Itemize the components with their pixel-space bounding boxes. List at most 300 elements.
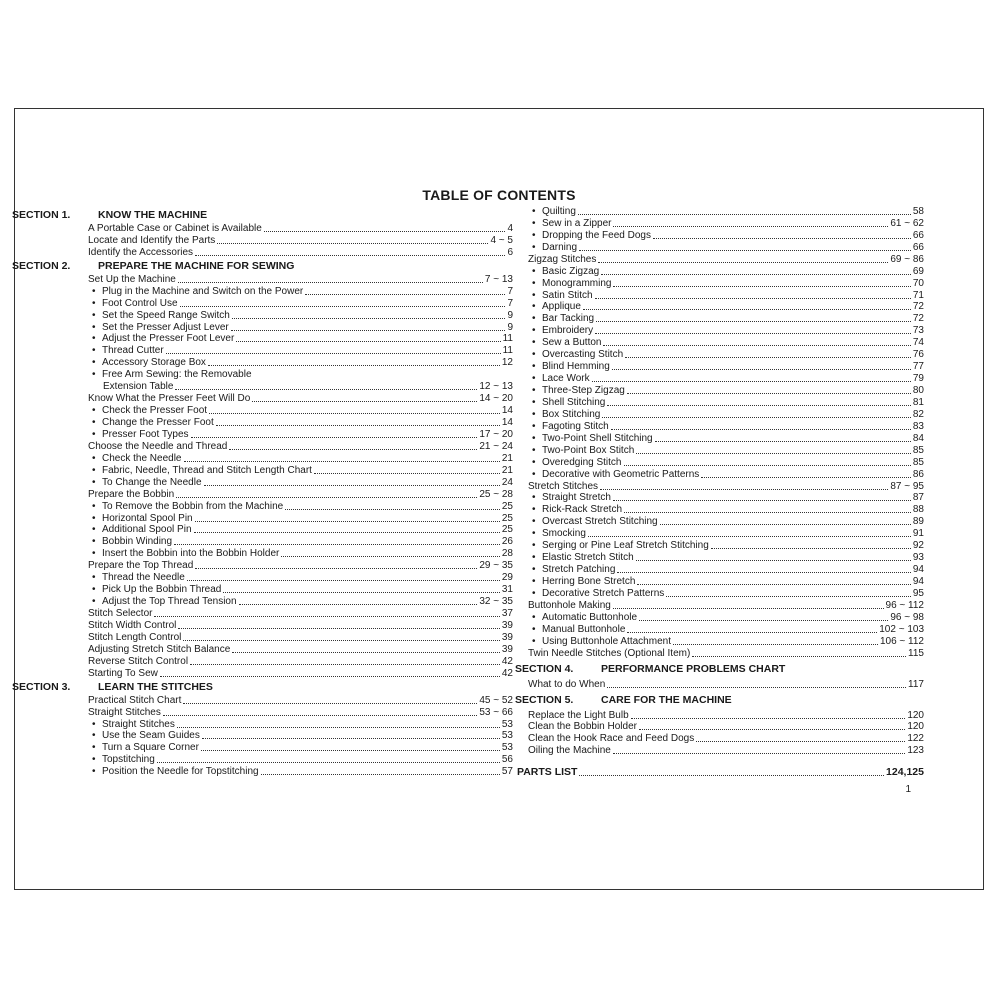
toc-entry-page: 92 — [912, 540, 924, 552]
toc-entry — [86, 608, 513, 620]
toc-entry-page: 31 — [501, 584, 513, 596]
section-name: KNOW THE MACHINE — [98, 209, 208, 221]
toc-entry — [86, 405, 513, 417]
dot-leader — [236, 340, 500, 342]
toc-entry-text: • Thread Cutter — [86, 345, 164, 357]
dot-leader — [613, 499, 911, 501]
section-heading — [12, 259, 513, 274]
toc-entry-page: 42 — [501, 667, 513, 679]
toc-entry-text: • Overcasting Stitch — [526, 349, 623, 361]
dot-leader — [583, 308, 911, 310]
dot-leader — [314, 472, 500, 474]
toc-entry-page: 70 — [912, 277, 924, 289]
toc-entry-page: 83 — [912, 420, 924, 432]
section-name: PREPARE THE MACHINE FOR SEWING — [98, 259, 295, 272]
toc-entry — [86, 453, 513, 465]
dot-leader — [160, 675, 500, 677]
toc-entry — [526, 469, 924, 481]
toc-entry — [526, 516, 924, 528]
toc-entry — [526, 254, 924, 266]
toc-entry-text: • Straight Stretch — [526, 492, 611, 504]
dot-leader — [701, 476, 911, 478]
toc-entry-text: Prepare the Bobbin — [88, 488, 175, 500]
dot-leader — [195, 520, 500, 522]
toc-entry-text: • Set the Presser Adjust Lever — [86, 322, 229, 334]
toc-entry — [86, 754, 513, 766]
toc-entry — [526, 445, 924, 457]
dot-leader — [217, 242, 488, 244]
toc-entry-text: Locate and Identify the Parts — [88, 234, 216, 246]
dot-leader — [598, 261, 888, 263]
toc-entry-page: 4 — [507, 222, 513, 234]
toc-entry-text: • Herring Bone Stretch — [526, 576, 635, 588]
toc-entry — [86, 632, 513, 644]
dot-leader — [692, 655, 906, 657]
toc-entry-page: 94 — [912, 576, 924, 588]
toc-entry — [526, 433, 924, 445]
toc-entry-text: • Horizontal Spool Pin — [86, 513, 193, 525]
section-name: PERFORMANCE PROBLEMS CHART — [601, 662, 786, 675]
toc-entry — [526, 679, 924, 691]
toc-entry — [526, 552, 924, 564]
toc-entry — [86, 393, 513, 405]
spacer — [526, 757, 924, 767]
toc-entry-text: Zigzag Stitches — [528, 253, 597, 265]
toc-entry — [86, 381, 513, 393]
toc-entry-text: • Two-Point Box Stitch — [526, 445, 634, 457]
toc-entry-text: • Insert the Bobbin into the Bobbin Holder — [86, 548, 279, 560]
toc-entry — [86, 644, 513, 656]
dot-leader — [613, 752, 905, 754]
section-number: SECTION 1. — [12, 209, 71, 221]
dot-leader — [157, 761, 500, 763]
dot-leader — [673, 643, 878, 645]
toc-entry — [86, 357, 513, 369]
dot-leader — [208, 364, 500, 366]
toc-entry-text: • Box Stitching — [526, 409, 600, 421]
dot-leader — [592, 380, 911, 382]
toc-entry-page: 95 — [912, 587, 924, 599]
toc-entry-text: • Basic Zigzag — [526, 266, 599, 278]
dot-leader — [191, 436, 478, 438]
toc-entry-text: • Applique — [526, 301, 581, 313]
toc-entry — [526, 218, 924, 230]
toc-entry-page: 39 — [501, 643, 513, 655]
toc-entry — [526, 576, 924, 588]
toc-entry-text: • Automatic Buttonhole — [526, 612, 637, 624]
dot-leader — [187, 579, 500, 581]
toc-entry-page: 56 — [501, 754, 513, 766]
toc-entry-text: What to do When — [528, 678, 606, 690]
dot-leader — [627, 631, 877, 633]
dot-leader — [190, 663, 500, 665]
section-entries — [526, 206, 924, 660]
toc-entry-page: 25 — [501, 524, 513, 536]
toc-entry — [526, 397, 924, 409]
toc-entry-text: PARTS LIST — [517, 766, 578, 779]
dot-leader — [578, 213, 911, 215]
section-number: SECTION 4. — [515, 662, 574, 675]
toc-entry-page: 76 — [912, 349, 924, 361]
dot-leader — [596, 320, 911, 322]
dot-leader — [305, 293, 505, 295]
toc-entry-page: 39 — [501, 631, 513, 643]
dot-leader — [178, 281, 483, 283]
toc-entry-text: Buttonhole Making — [528, 599, 611, 611]
toc-entry-page: 85 — [912, 444, 924, 456]
toc-entry-page: 57 — [501, 766, 513, 778]
toc-entry-page: 86 — [912, 468, 924, 480]
toc-entry — [526, 588, 924, 600]
section-number: SECTION 3. — [12, 680, 71, 693]
dot-leader — [195, 567, 477, 569]
dot-leader — [595, 332, 911, 334]
dot-leader — [216, 424, 500, 426]
dot-leader — [624, 511, 911, 513]
toc-entry-text: • Bobbin Winding — [86, 536, 172, 548]
toc-entry-page: 106 ~ 112 — [879, 635, 924, 647]
toc-entry-text: • Embroidery — [526, 325, 593, 337]
dot-leader — [174, 543, 500, 545]
toc-entry-text: Adjusting Stretch Stitch Balance — [88, 643, 231, 655]
toc-entry-page: 7 — [507, 285, 513, 297]
toc-entry-text: • Quilting — [526, 206, 576, 218]
toc-entry — [526, 624, 924, 636]
toc-entry-text: • Sew a Button — [526, 337, 601, 349]
toc-entry — [526, 337, 924, 349]
toc-entry — [526, 242, 924, 254]
toc-entry-page: 45 ~ 52 — [479, 694, 513, 706]
toc-entry-page: 42 — [501, 655, 513, 667]
dot-leader — [194, 531, 500, 533]
toc-entry-text: Starting To Sew — [88, 667, 158, 679]
toc-entry-text: • Elastic Stretch Stitch — [526, 552, 634, 564]
toc-entry-text: Identify the Accessories — [88, 246, 194, 258]
dot-leader — [625, 356, 911, 358]
toc-entry-text: Practical Stitch Chart — [88, 694, 182, 706]
dot-leader — [696, 740, 905, 742]
toc-entry — [526, 421, 924, 433]
toc-entry-page: 14 — [501, 417, 513, 429]
dot-leader — [154, 615, 499, 617]
toc-entry-text: • Monogramming — [526, 278, 611, 290]
toc-entry — [526, 722, 924, 734]
toc-entry — [526, 648, 924, 660]
toc-entry — [526, 290, 924, 302]
toc-entry-text: Prepare the Top Thread — [88, 560, 194, 572]
toc-entry-text: • Plug in the Machine and Switch on the Power — [86, 286, 303, 298]
section-name: LEARN THE STITCHES — [98, 680, 213, 693]
dot-leader — [602, 416, 911, 418]
toc-entry — [86, 766, 513, 778]
toc-entry-page: 25 — [501, 500, 513, 512]
toc-entry — [86, 334, 513, 346]
toc-entry-text: Stitch Selector — [88, 608, 153, 620]
toc-entry-text: Replace the Light Bulb — [528, 709, 629, 721]
dot-leader — [639, 619, 888, 621]
toc-entry — [526, 206, 924, 218]
dot-leader — [229, 448, 477, 450]
toc-entry — [86, 247, 513, 259]
toc-entry-text: Stretch Stitches — [528, 480, 599, 492]
toc-entry-text: • To Change the Needle — [86, 477, 202, 489]
dot-leader — [285, 508, 500, 510]
toc-entry — [526, 361, 924, 373]
toc-entry-text: Reverse Stitch Control — [88, 655, 189, 667]
toc-entry — [86, 286, 513, 298]
toc-entry-page: 53 — [501, 718, 513, 730]
toc-entry-page: 84 — [912, 432, 924, 444]
dot-leader — [177, 726, 500, 728]
toc-entry-text: • Serging or Pine Leaf Stretch Stitching — [526, 540, 709, 552]
toc-entry-page: 12 — [501, 357, 513, 369]
toc-entry-page: 14 — [501, 405, 513, 417]
toc-entry-page: 4 ~ 5 — [490, 234, 513, 246]
toc-entry-page: 6 — [507, 246, 513, 258]
dot-leader — [264, 230, 506, 232]
toc-entry-text: • Satin Stitch — [526, 290, 593, 302]
section-name: CARE FOR THE MACHINE — [601, 693, 732, 706]
dot-leader — [195, 254, 505, 256]
toc-entry-page: 26 — [501, 536, 513, 548]
toc-entry-page: 87 ~ 95 — [890, 480, 924, 492]
toc-entry-text: Extension Table — [103, 381, 174, 393]
toc-entry — [526, 745, 924, 757]
toc-entry — [86, 501, 513, 513]
toc-entry-page: 21 ~ 24 — [479, 440, 513, 452]
toc-entry — [86, 513, 513, 525]
toc-entry — [86, 620, 513, 632]
toc-entry-page: 17 ~ 20 — [479, 428, 513, 440]
toc-entry-text: • Set the Speed Range Switch — [86, 310, 230, 322]
toc-entry — [86, 441, 513, 453]
toc-entry-page: 123 — [907, 745, 924, 757]
dot-leader — [627, 392, 911, 394]
toc-entry — [86, 525, 513, 537]
toc-entry-page: 71 — [912, 289, 924, 301]
document-page — [14, 108, 984, 890]
dot-leader — [178, 627, 500, 629]
toc-entry-page: 96 ~ 112 — [885, 599, 924, 611]
dot-leader — [204, 484, 500, 486]
toc-entry-text: • Smocking — [526, 528, 586, 540]
toc-entry-page: 32 ~ 35 — [479, 596, 513, 608]
toc-entry — [526, 385, 924, 397]
toc-entry-page: 81 — [912, 396, 924, 408]
toc-entry-text: • Manual Buttonhole — [526, 624, 625, 636]
toc-entry-page: 66 — [912, 229, 924, 241]
toc-entry-page: 14 ~ 20 — [479, 393, 513, 405]
toc-entry-text: • Decorative with Geometric Patterns — [526, 469, 699, 481]
toc-entry — [526, 600, 924, 612]
toc-entry — [86, 742, 513, 754]
toc-entry — [86, 310, 513, 322]
toc-entry — [86, 477, 513, 489]
toc-entry-text: • Darning — [526, 242, 577, 254]
dot-leader — [617, 571, 911, 573]
toc-entry-page: 29 — [501, 572, 513, 584]
toc-entry-page: 25 — [501, 512, 513, 524]
toc-entry — [526, 349, 924, 361]
toc-entry-page: 69 ~ 86 — [890, 253, 924, 265]
toc-entry-page: 66 — [912, 241, 924, 253]
toc-entry-page: 77 — [912, 361, 924, 373]
toc-entry-text: • Pick Up the Bobbin Thread — [86, 584, 221, 596]
dot-leader — [184, 460, 500, 462]
toc-entry-text: • Dropping the Feed Dogs — [526, 230, 651, 242]
toc-entry-page: 11 — [502, 345, 513, 357]
toc-entry-page: 80 — [912, 385, 924, 397]
toc-entry-page: 91 — [912, 528, 924, 540]
toc-entry-text: Choose the Needle and Thread — [88, 440, 228, 452]
toc-entry-text: • Using Buttonhole Attachment — [526, 636, 671, 648]
toc-entry-page: 89 — [912, 516, 924, 528]
dot-leader — [239, 603, 478, 605]
dot-leader — [176, 496, 477, 498]
toc-entry-page: 58 — [912, 205, 924, 217]
toc-entry — [86, 223, 513, 235]
toc-entry-page: 21 — [501, 452, 513, 464]
toc-entry-text: • Foot Control Use — [86, 298, 178, 310]
dot-leader — [601, 273, 911, 275]
toc-entry — [86, 489, 513, 501]
toc-entry-page: 69 — [912, 265, 924, 277]
toc-entry-page: 82 — [912, 408, 924, 420]
toc-entry-text: Set Up the Machine — [88, 273, 176, 285]
toc-entry-text: • Additional Spool Pin — [86, 524, 192, 536]
section-heading — [12, 208, 513, 223]
toc-entry-text: • Check the Presser Foot — [86, 405, 207, 417]
toc-entry-text: • Thread the Needle — [86, 572, 185, 584]
toc-entry-page: 53 — [501, 730, 513, 742]
toc-entry — [86, 560, 513, 572]
dot-leader — [163, 714, 478, 716]
toc-entry — [86, 274, 513, 286]
section-entries — [86, 695, 513, 779]
toc-entry-page: 39 — [501, 619, 513, 631]
toc-entry-page: 53 ~ 66 — [479, 706, 513, 718]
section-heading — [515, 693, 924, 708]
toc-entry — [526, 457, 924, 469]
toc-entry — [526, 493, 924, 505]
toc-entry-page: 53 — [501, 742, 513, 754]
toc-entry-text: • Three-Step Zigzag — [526, 385, 625, 397]
toc-entry — [86, 596, 513, 608]
toc-entry — [86, 572, 513, 584]
dot-leader — [183, 639, 499, 641]
toc-entry — [526, 325, 924, 337]
dot-leader — [600, 488, 888, 490]
toc-entry-page: 29 ~ 35 — [479, 560, 513, 572]
toc-entry-page: 115 — [908, 647, 924, 659]
dot-leader — [175, 388, 477, 390]
toc-entry-page: 9 — [507, 309, 513, 321]
toc-entry-page: 85 — [912, 456, 924, 468]
section-number: SECTION 5. — [515, 693, 574, 706]
toc-entry — [86, 536, 513, 548]
dot-leader — [613, 225, 888, 227]
toc-entry-page: 7 — [507, 297, 513, 309]
toc-entry-text: • Adjust the Presser Foot Lever — [86, 333, 234, 345]
toc-entry — [526, 266, 924, 278]
toc-entry-text: • Free Arm Sewing: the Removable — [86, 369, 252, 381]
dot-leader — [603, 344, 910, 346]
toc-entry-text: Clean the Bobbin Holder — [528, 721, 637, 733]
left-column — [12, 208, 513, 778]
dot-leader — [281, 555, 500, 557]
dot-leader — [209, 412, 500, 414]
toc-entry-text: • Decorative Stretch Patterns — [526, 588, 664, 600]
dot-leader — [631, 717, 906, 719]
toc-entry-page: 102 ~ 103 — [879, 623, 924, 635]
dot-leader — [166, 352, 501, 354]
toc-entry-text: A Portable Case or Cabinet is Available — [88, 222, 262, 234]
toc-entry-text: • Stretch Patching — [526, 564, 615, 576]
toc-entry-page: 120 — [907, 721, 924, 733]
dot-leader — [579, 249, 911, 251]
dot-leader — [636, 452, 911, 454]
toc-entry-text: • Presser Foot Types — [86, 429, 189, 441]
toc-entry-text: Twin Needle Stitches (Optional Item) — [528, 647, 691, 659]
toc-entry-page: 72 — [912, 313, 924, 325]
toc-entry-page: 73 — [912, 325, 924, 337]
toc-entry-page: 72 — [912, 301, 924, 313]
dot-leader — [180, 305, 506, 307]
dot-leader — [183, 702, 477, 704]
toc-entry — [86, 465, 513, 477]
toc-entry-text: • Rick-Rack Stretch — [526, 504, 622, 516]
toc-entry — [526, 564, 924, 576]
dot-leader — [261, 773, 500, 775]
toc-entry-page: 87 — [912, 492, 924, 504]
page-title: TABLE OF CONTENTS — [422, 187, 576, 203]
section-entries — [526, 710, 924, 758]
dot-leader — [639, 728, 905, 730]
toc-entry-page: 74 — [912, 337, 924, 349]
toc-entry-page: 61 ~ 62 — [890, 217, 924, 229]
toc-entry-page: 93 — [912, 552, 924, 564]
toc-entry-page: 94 — [912, 564, 924, 576]
dot-leader — [588, 535, 911, 537]
dot-leader — [711, 547, 911, 549]
toc-entry-page: 21 — [501, 464, 513, 476]
dot-leader — [607, 404, 911, 406]
toc-entry-page: 79 — [912, 373, 924, 385]
toc-entry — [86, 548, 513, 560]
toc-entry — [86, 668, 513, 680]
toc-entry-text: • Blind Hemming — [526, 361, 610, 373]
toc-entry — [526, 540, 924, 552]
toc-entry-page: 37 — [501, 608, 513, 620]
toc-entry-text: • Check the Needle — [86, 453, 182, 465]
toc-entry — [86, 345, 513, 357]
dot-leader — [607, 686, 906, 688]
toc-entry-text: • Position the Needle for Topstitching — [86, 766, 259, 778]
dot-leader — [655, 440, 911, 442]
dot-leader — [202, 737, 500, 739]
toc-entry-text: • Use the Seam Guides — [86, 730, 200, 742]
dot-leader — [252, 400, 477, 402]
toc-entry — [526, 636, 924, 648]
toc-entry-text: Straight Stitches — [88, 706, 161, 718]
toc-entry-text: Clean the Hook Race and Feed Dogs — [528, 733, 695, 745]
toc-entry — [86, 731, 513, 743]
toc-entry-text: • Straight Stitches — [86, 719, 175, 731]
dot-leader — [660, 523, 911, 525]
dot-leader — [595, 297, 911, 299]
toc-entry-page: 88 — [912, 504, 924, 516]
section-entries — [86, 274, 513, 680]
